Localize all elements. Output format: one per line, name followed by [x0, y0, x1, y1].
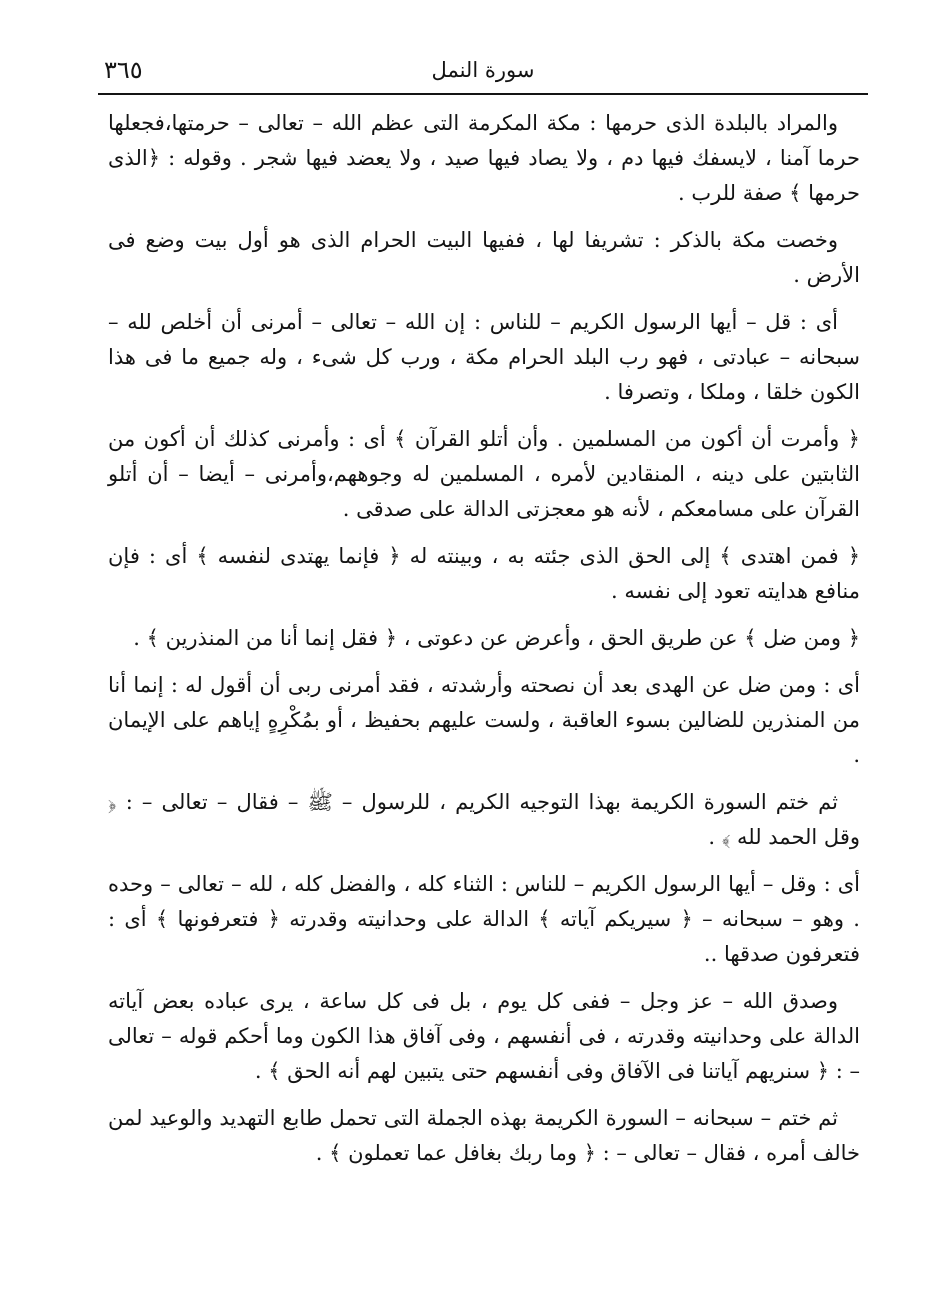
page-body [108, 106, 860, 1183]
paragraph: ﴿ وأمرت أن أكون من المسلمين . وأن أتلو القرآن ﴾ أى : وأمرنى كذلك أن أكون من الثابتين على دينه ، المنقادين لأمره ، المسلمين له وجوههم،وأمرنى – أيضا – أن أتلو القرآن على مسامعكم ، لأنه هو معجزتى الدالة على صدقى . [108, 427, 860, 521]
page-header [100, 52, 866, 92]
header-divider [98, 93, 868, 95]
paragraph: أى : ومن ضل عن الهدى بعد أن نصحته وأرشدته ، فقد أمرنى ربى أن أقول له : إنما أنا من المنذرين للضالين بسوء العاقبة ، ولست عليهم بحفيظ ، أو بمُكْرِهٍ إياهم على الإيمان . [108, 673, 860, 767]
paragraph: وصدق الله – عز وجل – ففى كل يوم ، بل فى كل ساعة ، يرى عباده بعض آياته الدالة على وحدانيته وقدرته ، فى أنفسهم ، وفى آفاق هذا الكون وما أحكم قوله – تعالى – : ﴿ سنريهم آياتنا فى الآفاق وفى أنفسهم حتى يتبين لهم أنه الحق ﴾ . [108, 989, 860, 1083]
paragraph: والمراد بالبلدة الذى حرمها : مكة المكرمة التى عظم الله – تعالى – حرمتها،فجعلها حرما آمنا ، لايسفك فيها دم ، ولا يصاد فيها صيد ، ولا يعضد فيها شجر . وقوله : ﴿الذى حرمها ﴾ صفة للرب . [108, 111, 860, 205]
paragraph: أى : قل – أيها الرسول الكريم – للناس : إن الله – تعالى – أمرنى أن أخلص لله – سبحانه – عبادتى ، فهو رب البلد الحرام مكة ، ورب كل شىء ، وله جميع ما فى هذا الكون خلقا ، وملكا ، وتصرفا . [108, 310, 860, 404]
page-number: ٣٦٥ [104, 56, 143, 84]
paragraph: ﴿ فمن اهتدى ﴾ إلى الحق الذى جئته به ، وبينته له ﴿ فإنما يهتدى لنفسه ﴾ أى : فإن منافع هدايته تعود إلى نفسه . [108, 544, 860, 603]
paragraph: أى : وقل – أيها الرسول الكريم – للناس : الثناء كله ، والفضل كله ، لله – تعالى – وحده . وهو – سبحانه – ﴿ سيريكم آياته ﴾ الدالة على وحدانيته وقدرته ﴿ فتعرفونها ﴾ أى : فتعرفون صدقها .. [108, 872, 860, 966]
paragraph: ﴿ ومن ضل ﴾ عن طريق الحق ، وأعرض عن دعوتى ، ﴿ فقل إنما أنا من المنذرين ﴾ . [133, 626, 860, 650]
paragraph: ثم ختم السورة الكريمة بهذا التوجيه الكريم ، للرسول – ﷺ – فقال – تعالى – : ﴿ وقل الحمد لله ﴾ . [108, 790, 860, 849]
paragraph: ثم ختم – سبحانه – السورة الكريمة بهذه الجملة التى تحمل طابع التهديد والوعيد لمن خالف أمره ، فقال – تعالى – : ﴿ وما ربك بغافل عما تعملون ﴾ . [108, 1106, 860, 1165]
paragraph: وخصت مكة بالذكر : تشريفا لها ، ففيها البيت الحرام الذى هو أول بيت وضع فى الأرض . [108, 228, 860, 287]
surah-title: سورة النمل [431, 58, 535, 82]
